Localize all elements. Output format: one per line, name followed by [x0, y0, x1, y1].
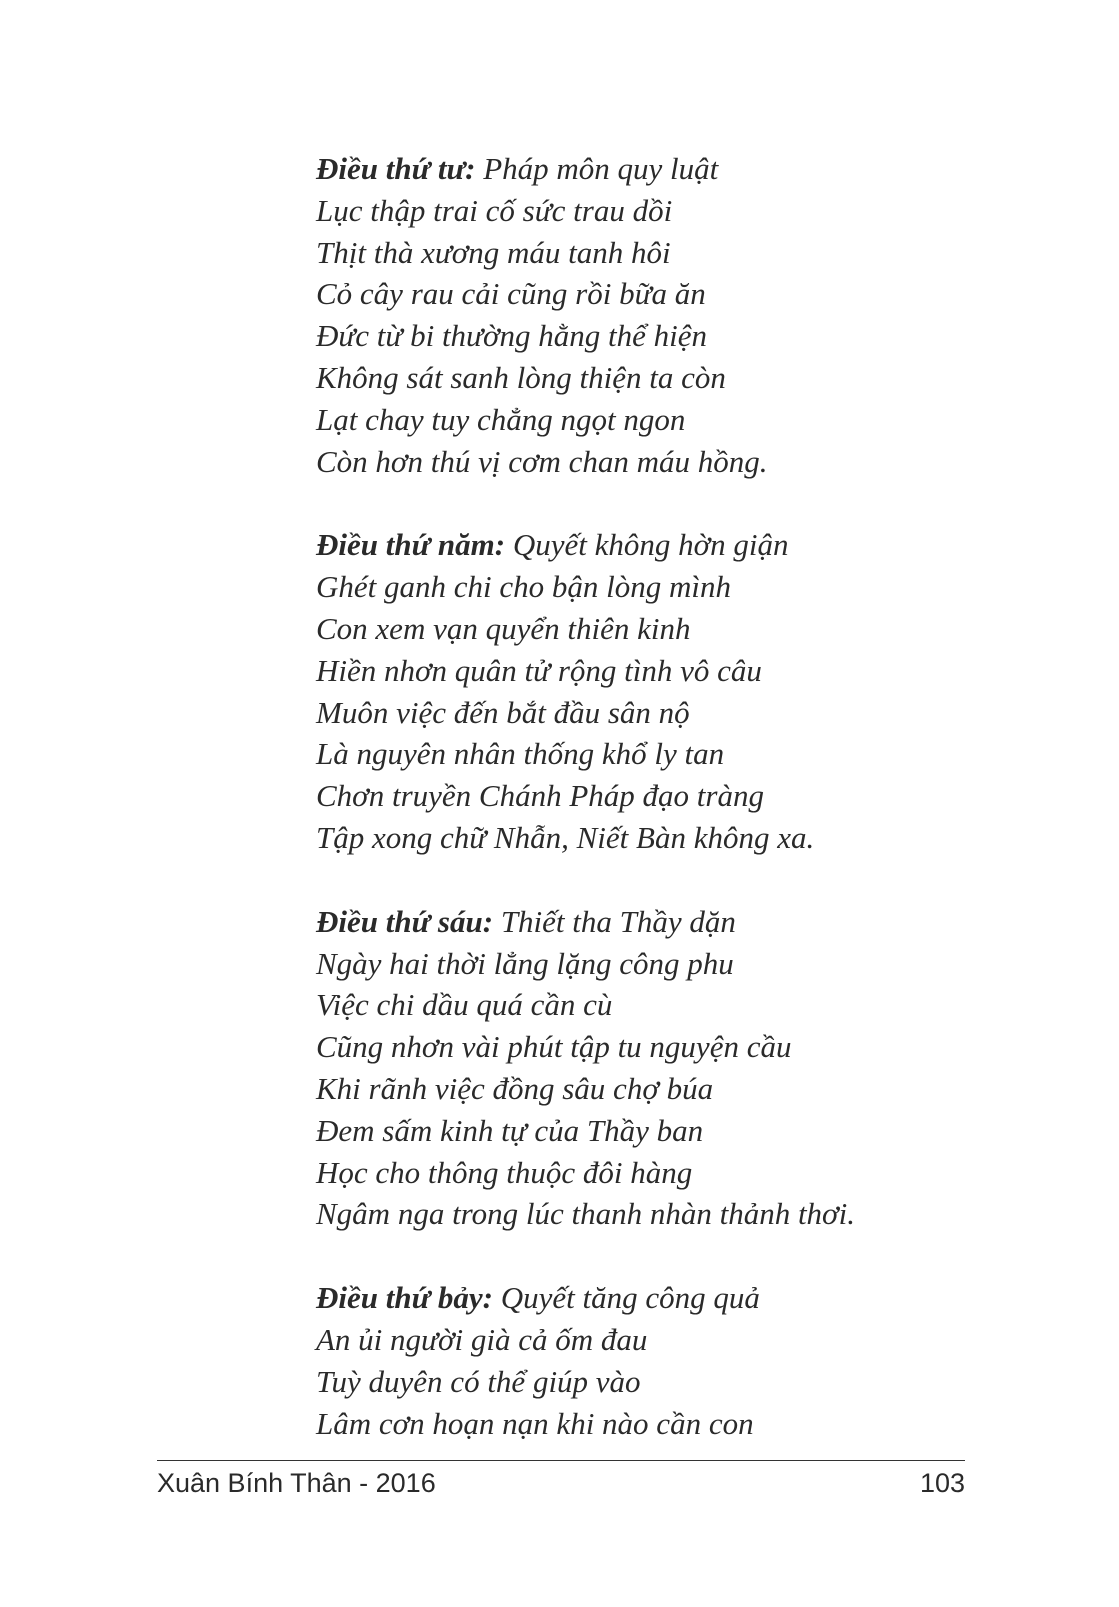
stanza-heading: Điều thứ năm: — [316, 527, 506, 563]
poem-line: Là nguyên nhân thống khổ ly tan — [316, 736, 725, 772]
poem-line: An ủi người già cả ốm đau — [316, 1321, 648, 1357]
stanza-heading-rest: Quyết tăng công quả — [493, 1280, 760, 1316]
stanza-heading: Điều thứ tư: — [316, 151, 476, 186]
poem-line: Cũng nhơn vài phút tập tu nguyện cầu — [316, 1029, 792, 1065]
poem-line: Đem sấm kinh tự của Thầy ban — [316, 1112, 704, 1148]
poem-body — [316, 148, 1076, 1444]
stanza-5 — [316, 524, 1076, 858]
poem-line: Lạt chay tuy chẳng ngọt ngon — [316, 401, 686, 437]
poem-line: Còn hơn thú vị cơm chan máu hồng. — [316, 443, 768, 479]
poem-line: Tuỳ duyên có thể giúp vào — [316, 1363, 641, 1399]
poem-line: Cỏ cây rau cải cũng rồi bữa ăn — [316, 276, 706, 312]
poem-line: Việc chi dầu quá cần cù — [316, 987, 613, 1023]
stanza-heading: Điều thứ sáu: — [316, 903, 494, 939]
page-number: 103 — [919, 1468, 965, 1498]
stanza-heading-line — [316, 148, 1076, 190]
poem-line: Ngày hai thời lẳng lặng công phu — [316, 945, 734, 981]
poem-line: Ngâm nga trong lúc thanh nhàn thảnh thơi. — [316, 1196, 855, 1232]
poem-line: Con xem vạn quyển thiên kinh — [316, 610, 691, 646]
poem-line: Ghét ganh chi cho bận lòng mình — [316, 569, 732, 605]
poem-line: Lục thập trai cố sức trau dồi — [316, 192, 673, 228]
stanza-heading-line — [316, 1277, 1076, 1319]
poem-line: Muôn việc đến bắt đầu sân nộ — [316, 694, 690, 730]
stanza-6 — [316, 901, 1076, 1235]
poem-line: Khi rãnh việc đồng sâu chợ búa — [316, 1070, 714, 1106]
page-footer — [157, 1468, 965, 1508]
stanza-4 — [316, 148, 1076, 482]
poem-line: Học cho thông thuộc đôi hàng — [316, 1154, 693, 1190]
stanza-heading-rest: Thiết tha Thầy dặn — [493, 903, 736, 939]
poem-line: Thịt thà xương máu tanh hôi — [316, 234, 671, 270]
poem-line: Chơn truyền Chánh Pháp đạo tràng — [316, 778, 764, 814]
poem-line: Lâm cơn hoạn nạn khi nào cần con — [316, 1405, 754, 1441]
stanza-7 — [316, 1277, 1076, 1444]
stanza-heading-rest: Pháp môn quy luật — [475, 151, 719, 186]
footer-divider — [157, 1460, 965, 1461]
poem-line: Tập xong chữ Nhẫn, Niết Bàn không xa. — [316, 819, 815, 855]
poem-line: Đức từ bi thường hằng thể hiện — [316, 318, 707, 354]
footer-title: Xuân Bính Thân - 2016 — [157, 1468, 436, 1498]
stanza-heading-line — [316, 524, 1076, 566]
stanza-heading-line — [316, 901, 1076, 943]
stanza-heading: Điều thứ bảy: — [316, 1280, 494, 1316]
poem-line: Hiền nhơn quân tử rộng tình vô câu — [316, 652, 762, 688]
poem-line: Không sát sanh lòng thiện ta còn — [316, 359, 726, 395]
stanza-heading-rest: Quyết không hờn giận — [505, 527, 789, 563]
